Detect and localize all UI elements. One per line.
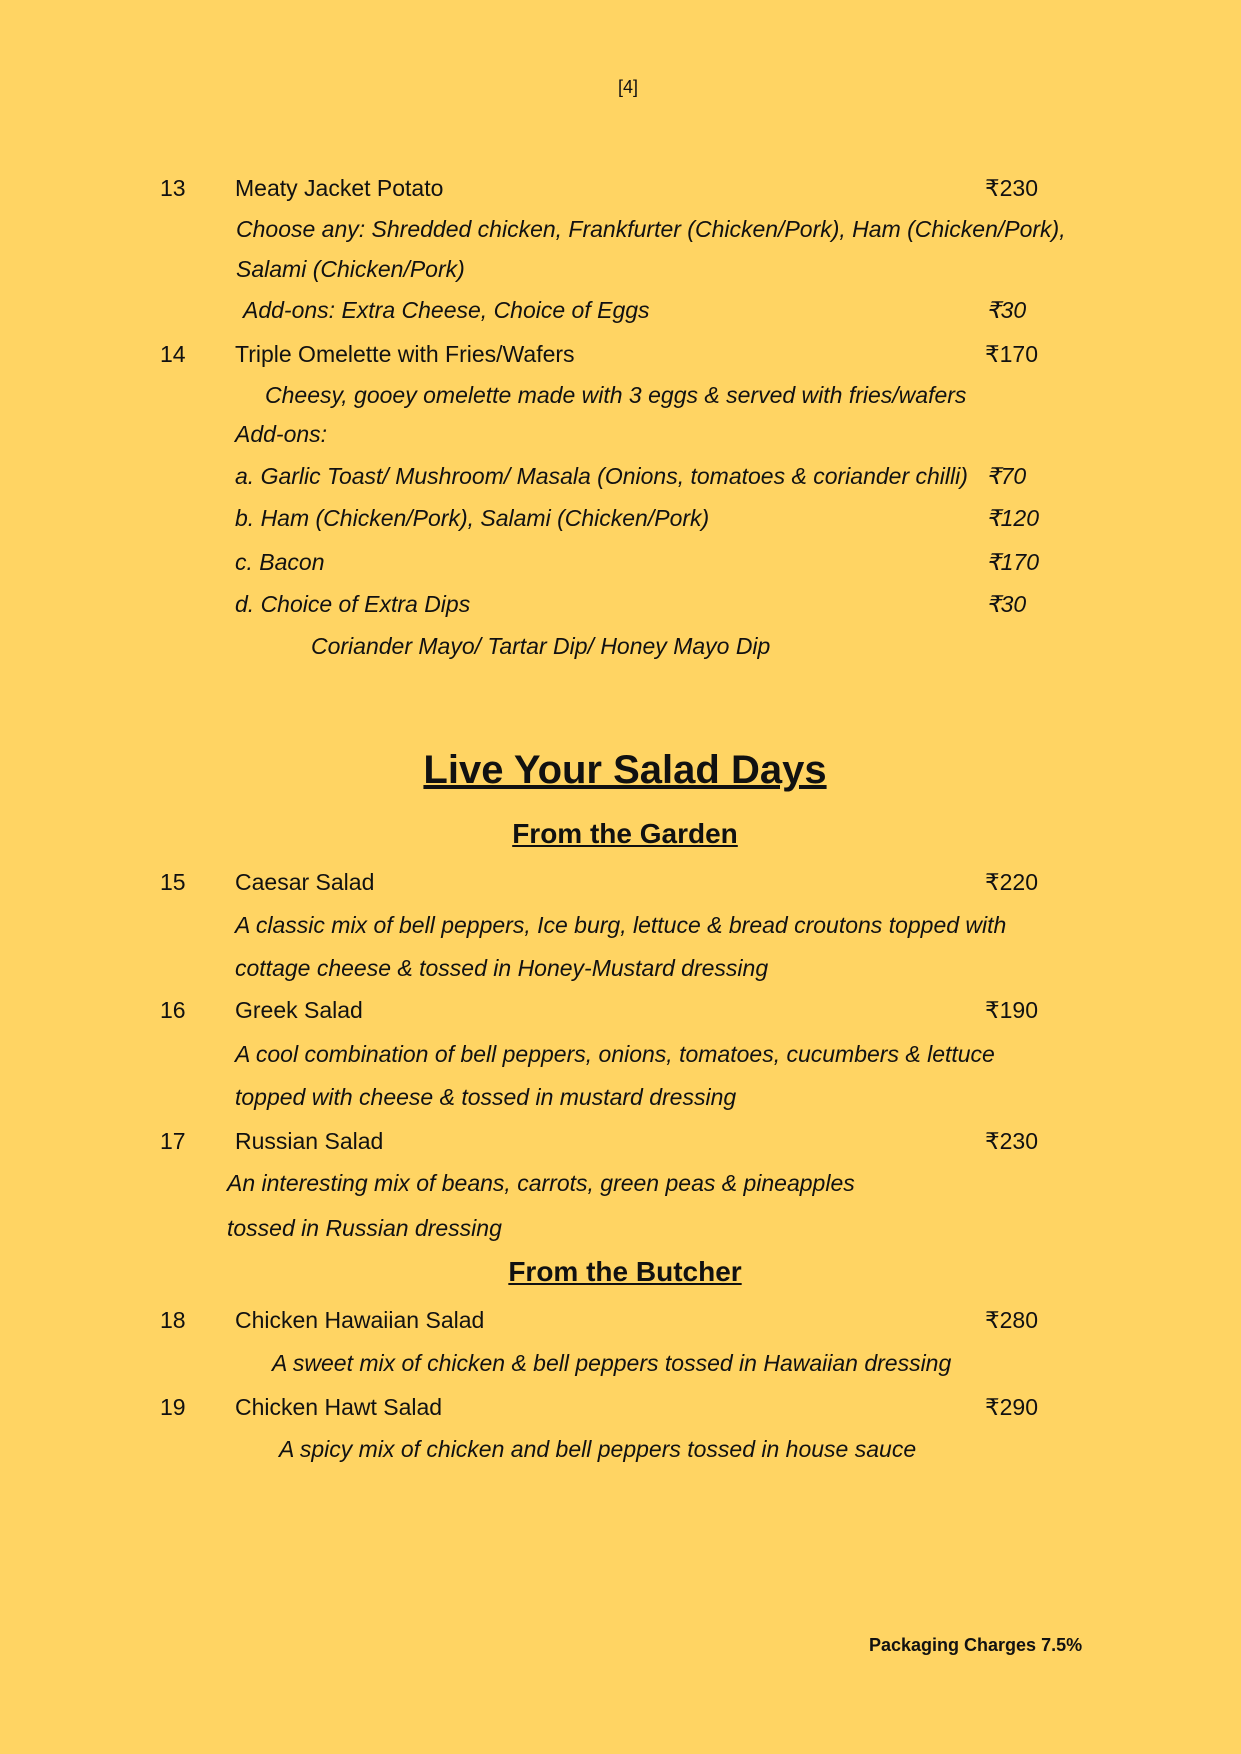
item-name: Chicken Hawt Salad (235, 1394, 443, 1420)
item-name: Triple Omelette with Fries/Wafers (235, 341, 575, 367)
item-name: Chicken Hawaiian Salad (235, 1307, 485, 1333)
item-number: 18 (160, 1307, 186, 1333)
item-price: ₹280 (985, 1307, 1039, 1333)
item-number: 19 (160, 1394, 186, 1420)
section-title: Live Your Salad Days (423, 748, 827, 792)
subsection-butcher: From the Butcher (508, 1256, 742, 1287)
addon-price: ₹170 (986, 549, 1040, 575)
item-number: 15 (160, 869, 186, 895)
item-description: topped with cheese & tossed in mustard dressing (235, 1084, 737, 1110)
addon-price: ₹30 (986, 297, 1027, 323)
item-number: 13 (160, 175, 186, 201)
item-number: 16 (160, 997, 186, 1023)
addon-text: d. Choice of Extra Dips (235, 591, 471, 617)
item-description: A sweet mix of chicken & bell peppers tossed in Hawaiian dressing (272, 1350, 952, 1376)
item-description: An interesting mix of beans, carrots, green peas & pineapples (227, 1170, 855, 1196)
item-name: Greek Salad (235, 997, 363, 1023)
item-description: A spicy mix of chicken and bell peppers tossed in house sauce (279, 1436, 917, 1462)
item-description: Salami (Chicken/Pork) (236, 256, 465, 282)
item-price: ₹230 (985, 1128, 1039, 1154)
dip-options: Coriander Mayo/ Tartar Dip/ Honey Mayo Dip (311, 633, 771, 659)
item-description: cottage cheese & tossed in Honey-Mustard dressing (235, 955, 769, 981)
addon-text: Add-ons: Extra Cheese, Choice of Eggs (243, 297, 650, 323)
addons-label: Add-ons: (235, 421, 328, 447)
item-description: A classic mix of bell peppers, Ice burg, lettuce & bread croutons topped with (235, 912, 1007, 938)
item-description: tossed in Russian dressing (227, 1215, 502, 1241)
item-price: ₹190 (985, 997, 1039, 1023)
addon-price: ₹30 (986, 591, 1027, 617)
page-number: [4] (618, 77, 639, 97)
item-price: ₹220 (985, 869, 1039, 895)
item-number: 14 (160, 341, 186, 367)
item-description: A cool combination of bell peppers, onions, tomatoes, cucumbers & lettuce (235, 1041, 995, 1067)
item-price: ₹230 (985, 175, 1039, 201)
item-name: Caesar Salad (235, 869, 375, 895)
addon-text: c. Bacon (235, 549, 325, 575)
item-number: 17 (160, 1128, 186, 1154)
item-price: ₹170 (985, 341, 1039, 367)
addon-text: a. Garlic Toast/ Mushroom/ Masala (Onions, tomatoes & coriander chilli) (235, 463, 968, 489)
item-description: Choose any: Shredded chicken, Frankfurter (Chicken/Pork), Ham (Chicken/Pork), (236, 216, 1066, 242)
item-name: Russian Salad (235, 1128, 384, 1154)
addon-text: b. Ham (Chicken/Pork), Salami (Chicken/Pork) (235, 505, 710, 531)
item-name: Meaty Jacket Potato (235, 175, 444, 201)
addon-price: ₹120 (986, 505, 1040, 531)
item-price: ₹290 (985, 1394, 1039, 1420)
item-description: Cheesy, gooey omelette made with 3 eggs & served with fries/wafers (265, 382, 967, 408)
subsection-garden: From the Garden (512, 818, 738, 849)
packaging-charges-note: Packaging Charges 7.5% (869, 1635, 1083, 1655)
addon-price: ₹70 (986, 463, 1027, 489)
